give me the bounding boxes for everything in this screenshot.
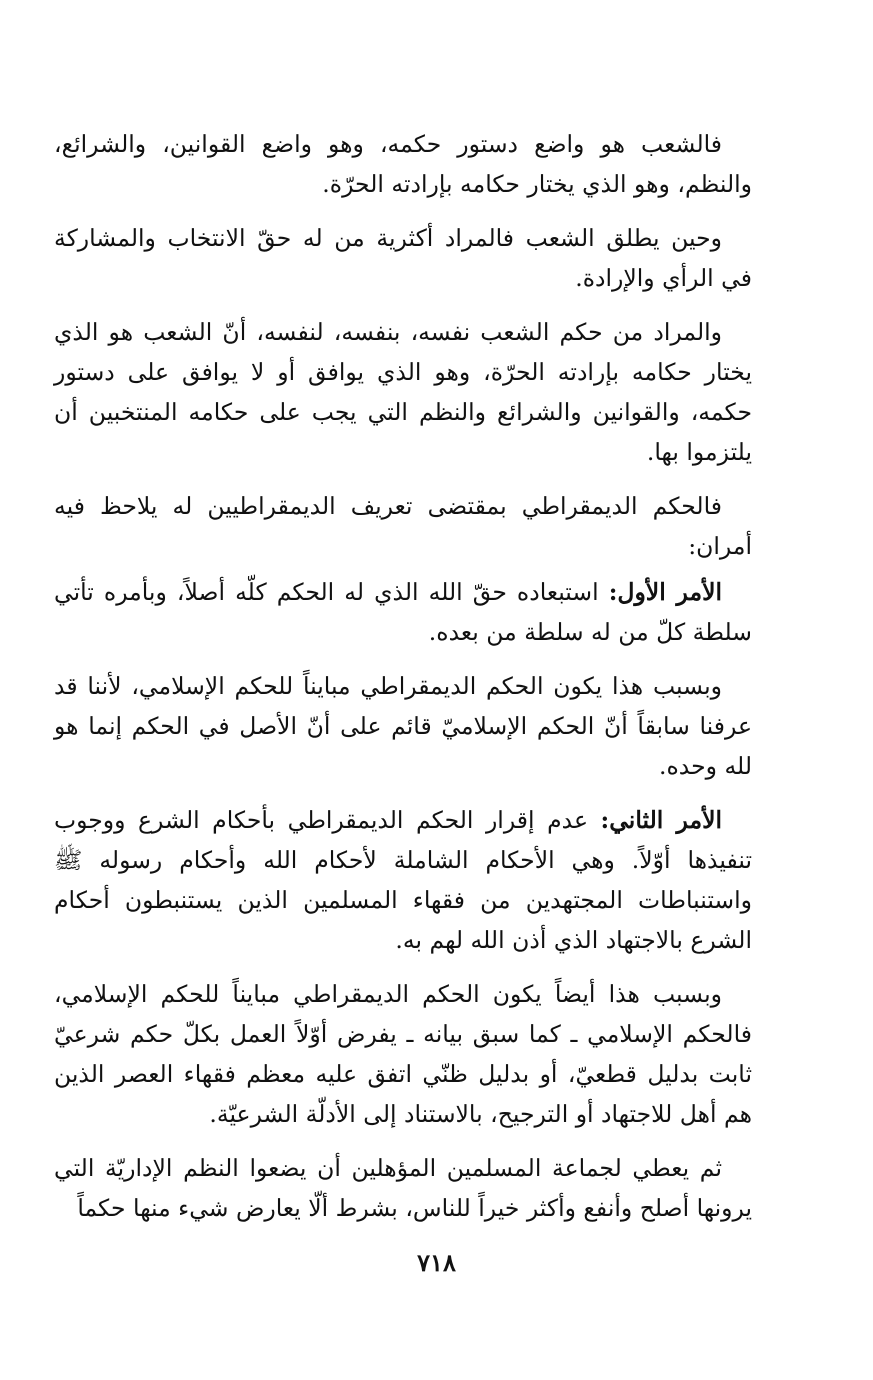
paragraph-7: [54, 800, 752, 960]
paragraph-2: [54, 218, 752, 298]
page-number: ٧١٨: [417, 1248, 456, 1277]
paragraph-6-text: وبسبب هذا يكون الحكم الديمقراطي مبايناً للحكم الإسلامي، لأننا قد عرفنا سابقاً أنّ الحكم الإسلاميّ قائم على أنّ الأصل في الحكم إنما هو لله وحده.: [54, 672, 752, 780]
paragraph-1-text: فالشعب هو واضع دستور حكمه، وهو واضع القوانين، والشرائع، والنظم، وهو الذي يختار حكامه بإرادته الحرّة.: [54, 130, 752, 198]
paragraph-4-text: فالحكم الديمقراطي بمقتضى تعريف الديمقراطيين له يلاحظ فيه أمران:: [54, 492, 752, 560]
page-body: [54, 124, 752, 1242]
paragraph-4: [54, 486, 752, 566]
paragraph-9-text: ثم يعطي لجماعة المسلمين المؤهلين أن يضعوا النظم الإداريّة التي يرونها أصلح وأنفع وأكثر خيراً للناس، بشرط ألّا يعارض شيء منها حكماً: [54, 1154, 752, 1222]
paragraph-3-text: والمراد من حكم الشعب نفسه، بنفسه، لنفسه، أنّ الشعب هو الذي يختار حكامه بإرادته الحرّة، وهو الذي يوافق أو لا يوافق على دستور حكمه، والقوانين والشرائع والنظم التي يجب على حكامه المنتخبين أن يلتزموا بها.: [54, 318, 752, 466]
paragraph-5-heading: الأمر الأول:: [608, 578, 723, 606]
paragraph-6: [54, 666, 752, 786]
paragraph-1: [54, 124, 752, 204]
paragraph-9: [54, 1148, 752, 1228]
paragraph-3: [54, 312, 752, 472]
paragraph-5-text: استبعاده حقّ الله الذي له الحكم كلّه أصلاً، وبأمره تأتي سلطة كلّ من له سلطة من بعده.: [54, 578, 752, 646]
paragraph-2-text: وحين يطلق الشعب فالمراد أكثرية من له حقّ الانتخاب والمشاركة في الرأي والإرادة.: [54, 224, 752, 292]
paragraph-8-text: وبسبب هذا أيضاً يكون الحكم الديمقراطي مبايناً للحكم الإسلامي، فالحكم الإسلامي ـ كما سبق بيانه ـ يفرض أوّلاً العمل بكلّ حكم شرعيّ ثابت بدليل قطعيّ، أو بدليل ظنّي اتفق عليه معظم فقهاء العصر الذين هم أهل للاجتهاد أو الترجيح، بالاستناد إلى الأدلّة الشرعيّة.: [54, 980, 752, 1128]
paragraph-7-text: عدم إقرار الحكم الديمقراطي بأحكام الشرع ووجوب تنفيذها أوّلاً. وهي الأحكام الشاملة لأحكام الله وأحكام رسوله ﷺ واستنباطات المجتهدين من فقهاء المسلمين الذين يستنبطون أحكام الشرع بالاجتهاد الذي أذن الله لهم به.: [54, 806, 752, 954]
paragraph-5: [54, 572, 752, 652]
paragraph-8: [54, 974, 752, 1134]
paragraph-7-heading: الأمر الثاني:: [600, 806, 722, 834]
